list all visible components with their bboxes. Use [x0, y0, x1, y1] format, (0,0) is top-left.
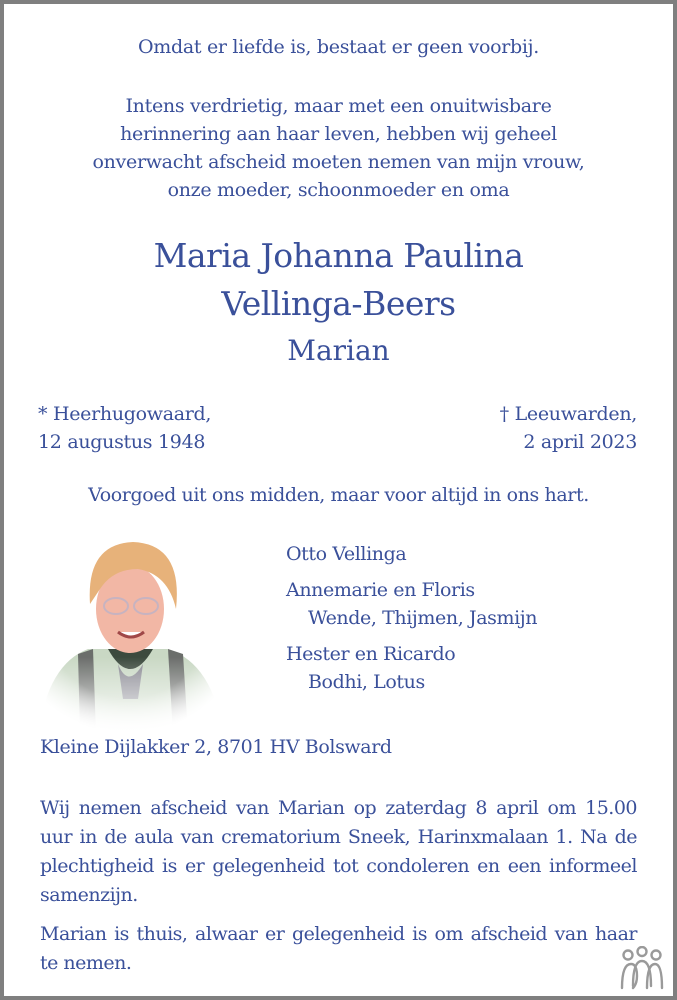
family-group [286, 576, 537, 632]
intro-line: onze moeder, schoonmoeder en oma [167, 179, 510, 201]
intro-line: Intens verdrietig, maar met een onuitwisbare [125, 95, 552, 117]
intro-line: herinnering aan haar leven, hebben wij geheel [120, 123, 557, 145]
family-people-icon [619, 946, 665, 990]
birth-place: * Heerhugowaard, [38, 403, 212, 425]
home-visit-paragraph: Marian is thuis, alwaar er gelegenheid is om afscheid van haar te nemen. [40, 923, 637, 974]
birth-date: 12 augustus 1948 [38, 431, 206, 453]
intro-line: onverwacht afscheid moeten nemen van mijn vrouw, [92, 151, 585, 173]
family-list [286, 540, 537, 704]
death-info [500, 400, 637, 456]
family-name: Hester en Ricardo [286, 643, 456, 665]
family-children: Bodhi, Lotus [308, 671, 425, 693]
motto: Omdat er liefde is, bestaat er geen voorbij. [138, 36, 539, 58]
nickname: Marian [287, 334, 390, 367]
obituary-card [4, 4, 673, 996]
family-group [286, 640, 537, 696]
full-name-line2: Vellinga-Beers [221, 284, 456, 323]
family-children: Wende, Thijmen, Jasmijn [308, 607, 538, 629]
death-place: † Leeuwarden, [499, 403, 637, 425]
family-name: Annemarie en Floris [286, 579, 475, 601]
family-name: Otto Vellinga [286, 543, 407, 565]
portrait-photo [18, 514, 238, 734]
death-date: 2 april 2023 [523, 431, 637, 453]
full-name-line1: Maria Johanna Paulina [153, 236, 524, 275]
family-group [286, 540, 537, 568]
ceremony-paragraph: Wij nemen afscheid van Marian op zaterdag 8 april om 15.00 uur in de aula van crematorium Sneek, Harinxmalaan 1. Na de plechtigheid is er gelegenheid tot condoleren en een informeel samenzijn. [40, 797, 637, 906]
address: Kleine Dijlakker 2, 8701 HV Bolsward [40, 736, 392, 758]
intro-text [4, 92, 673, 204]
tagline: Voorgoed uit ons midden, maar voor altijd in ons hart. [88, 484, 589, 506]
birth-info [38, 400, 211, 456]
